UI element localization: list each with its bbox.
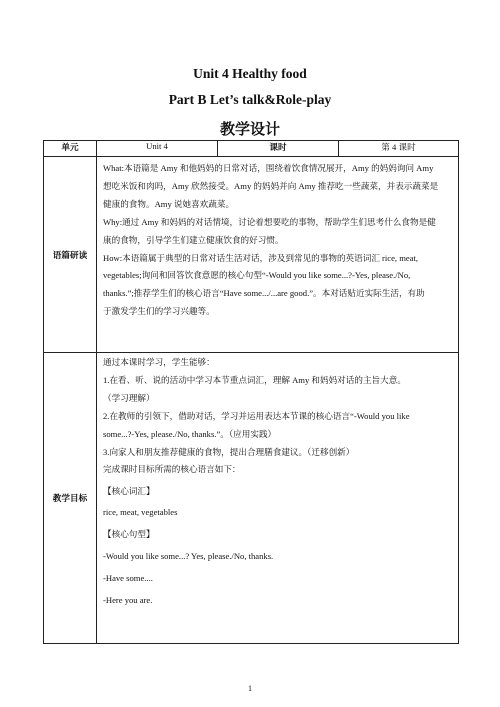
- objective-line: some...?-Yes, please./No, thanks.”。（应用实践）: [103, 428, 277, 439]
- lesson-label: 课时: [218, 141, 339, 157]
- analysis-line: Why:通过 Amy 和妈妈的对话情境，讨论着想要吃的事物，帮助学生们思考什么食物是健: [103, 216, 436, 227]
- analysis-content: [97, 157, 459, 353]
- objective-line: 3.向家人和朋友推荐健康的食物，提出合理膳食建议。（迁移创新）: [103, 446, 355, 457]
- analysis-row: [44, 157, 459, 353]
- title-unit: Unit 4 Healthy food: [193, 66, 307, 81]
- analysis-line: 康的食物，引导学生们建立健康饮食的好习惯。: [103, 234, 284, 245]
- objective-line: （学习理解）: [103, 392, 155, 403]
- core-sentence: -Here you are.: [103, 594, 153, 605]
- objectives-row: [44, 353, 459, 644]
- analysis-line: 于激发学生们的学习兴趣等。: [103, 306, 215, 317]
- analysis-line: thanks.”;推荐学生们的核心语言“Have some.../...are good.”。本对话贴近实际生活，有助: [103, 288, 425, 299]
- core-sentence: -Would you like some...? Yes, please./No, thanks.: [103, 551, 274, 562]
- header-row: [44, 141, 459, 157]
- title-design: 教学设计: [219, 122, 280, 138]
- objective-line: 1.在看、听、说的活动中学习本节重点词汇，理解 Amy 和妈妈对话的主旨大意。: [103, 374, 406, 385]
- analysis-line: vegetables;询问和回答饮食意愿的核心句型“-Would you like some...?-Yes, please./No,: [103, 270, 411, 281]
- unit-value: Unit 4: [97, 141, 218, 157]
- analysis-line: 想吃米饭和肉吗，Amy 欣然接受。Amy 的妈妈并向 Amy 推荐吃一些蔬菜，并表示蔬菜是: [103, 180, 439, 191]
- title-part: Part B Let’s talk&Role-play: [168, 92, 332, 107]
- objective-line: 2.在教师的引领下，借助对话，学习并运用表达本节课的核心语言“-Would you like: [103, 410, 410, 421]
- analysis-line: How:本语篇属于典型的日常对话生活对话，涉及到常见的事物的英语词汇 rice, meat,: [103, 252, 419, 263]
- analysis-line: What:本语篇是 Amy 和他妈妈的日常对话，围绕着饮食情况展开，Amy 的妈妈询问 Amy: [103, 163, 434, 173]
- lesson-plan-table: [43, 140, 459, 644]
- core-words-label: 【核心词汇】: [103, 486, 155, 497]
- lesson-value: 第 4 课时: [339, 141, 459, 157]
- objectives-content: [97, 353, 459, 644]
- core-sentences-label: 【核心句型】: [103, 529, 155, 540]
- unit-label: 单元: [44, 141, 97, 157]
- core-words: rice, meat, vegetables: [103, 507, 178, 518]
- analysis-label: 语篇研读: [44, 157, 97, 353]
- analysis-line: 健康的食物。Amy 说她喜欢蔬菜。: [103, 198, 235, 209]
- objectives-label: 教学目标: [44, 353, 97, 644]
- page-number: 1: [248, 684, 252, 693]
- core-sentence: -Have some....: [103, 572, 153, 583]
- objective-line: 完成课时目标所需的核心语言如下：: [103, 464, 241, 475]
- objective-line: 通过本课时学习，学生能够：: [103, 357, 215, 367]
